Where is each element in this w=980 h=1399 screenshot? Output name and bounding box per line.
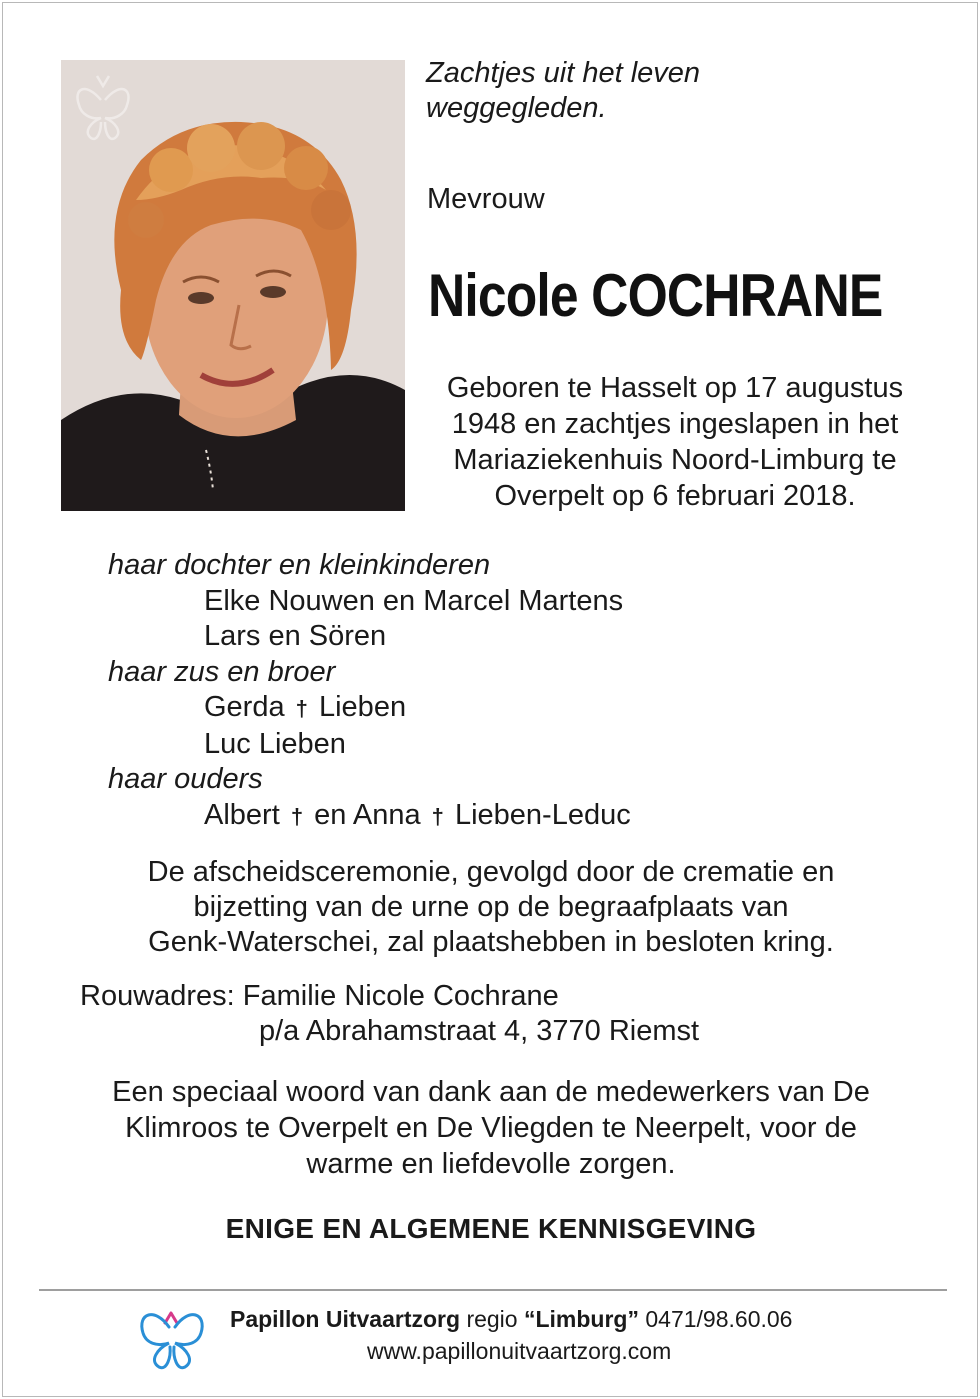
notice-heading: ENIGE EN ALGEMENE KENNISGEVING: [225, 1213, 757, 1244]
ceremony-line: bijzetting van de urne op de begraafplaats van: [193, 891, 789, 923]
region-word: regio: [466, 1306, 518, 1332]
company-name: Papillon Uitvaartzorg: [230, 1306, 461, 1332]
thanks-line: Een speciaal woord van dank aan de medewerkers van De: [112, 1076, 870, 1108]
thanks-line: warme en liefdevolle zorgen.: [306, 1148, 676, 1180]
mourning-address: [80, 979, 699, 1049]
obituary-card: [2, 2, 978, 1397]
footer-divider: [39, 1289, 947, 1291]
ceremony-text: [43, 855, 939, 960]
address-line-2: p/a Abrahamstraat 4, 3770 Riemst: [259, 1015, 700, 1047]
member-last-name: Lieben: [318, 691, 407, 723]
birth-line: Overpelt op 6 februari 2018.: [494, 480, 856, 512]
family-member: [108, 798, 631, 835]
intro-line-2: weggegleden.: [426, 92, 607, 124]
butterfly-logo-icon: [135, 1301, 211, 1373]
family-member: Elke Nouwen en Marcel Martens: [204, 584, 624, 617]
family-heading-daughter: haar dochter en kleinkinderen: [108, 549, 491, 581]
cross-icon: †: [295, 696, 308, 721]
member-first-name: Gerda: [204, 691, 285, 723]
cross-icon: †: [290, 803, 304, 829]
family-member: Lars en Sören: [204, 620, 387, 652]
thanks-text: [43, 1074, 939, 1182]
ceremony-line: De afscheidsceremonie, gevolgd door de crematie en: [147, 856, 835, 888]
footer-company-line: [230, 1306, 792, 1333]
member-name-part: Lieben-Leduc: [454, 798, 631, 831]
family-member: Luc Lieben: [204, 727, 346, 760]
birth-line: 1948 en zachtjes ingeslapen in het: [451, 408, 899, 440]
family-member: [108, 690, 631, 727]
address-line-1: Rouwadres: Familie Nicole Cochrane: [80, 980, 559, 1012]
deceased-name: Nicole COCHRANE: [428, 262, 883, 329]
birth-line: Geboren te Hasselt op 17 augustus: [446, 372, 904, 404]
thanks-line: Klimroos te Overpelt en De Vliegden te Neerpelt, voor de: [125, 1112, 857, 1144]
phone-number: 0471/98.60.06: [645, 1306, 793, 1332]
ceremony-line: Genk-Waterschei, zal plaatshebben in besloten kring.: [148, 926, 834, 958]
region-name: “Limburg”: [523, 1306, 639, 1332]
salutation: Mevrouw: [427, 183, 545, 215]
family-heading-parents: haar ouders: [108, 763, 263, 795]
family-heading-siblings: haar zus en broer: [108, 655, 336, 688]
member-name-part: Albert: [204, 798, 280, 831]
website-link[interactable]: www.papillonuitvaartzorg.com: [367, 1338, 672, 1364]
member-name-part: en Anna: [314, 798, 421, 831]
family-list: [108, 548, 631, 834]
birth-details: [415, 370, 935, 514]
cross-icon: †: [431, 803, 444, 829]
portrait-photo: [61, 60, 405, 511]
birth-line: Mariaziekenhuis Noord-Limburg te: [453, 444, 897, 476]
intro-line-1: Zachtjes uit het leven: [426, 57, 701, 89]
